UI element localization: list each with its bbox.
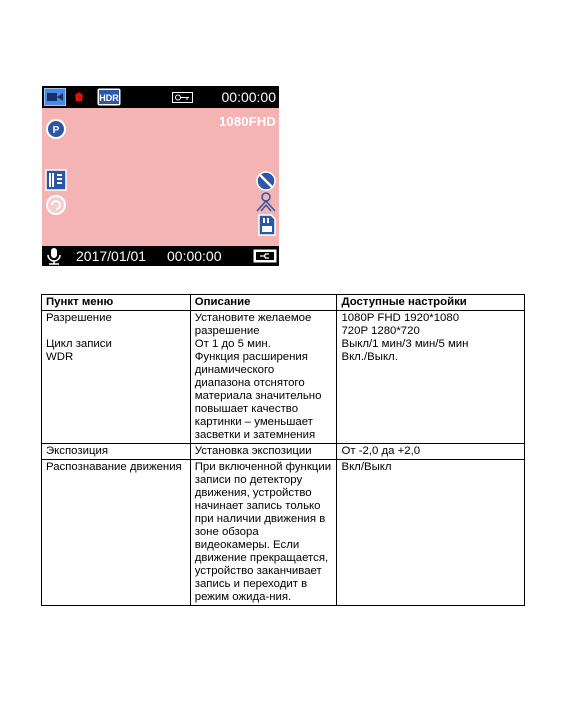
battery-plug-icon [253, 249, 277, 263]
table-header-row [42, 295, 525, 311]
svg-text:P: P [52, 125, 60, 136]
item-motion-detection: Распознавание движения [42, 460, 191, 606]
lock-key-icon [172, 90, 194, 104]
desc-resolution: Установите желаемое разрешение [194, 312, 312, 337]
table-row [42, 444, 525, 460]
loop-record-icon [45, 194, 67, 216]
resolution-label: 1080FHD [218, 114, 276, 129]
setting-resolution-720: 720P 1280*720 [341, 325, 420, 337]
item-wdr: WDR [46, 351, 74, 363]
item-exposure: Экспозиция [42, 444, 191, 460]
settings-cell [337, 311, 525, 444]
gsensor-icon [255, 192, 277, 212]
hdr-icon [97, 88, 121, 106]
header-settings: Доступные настройки [337, 295, 525, 311]
motion-detect-icon [256, 171, 276, 191]
video-camera-icon [44, 88, 66, 106]
setting-motion-detection: Вкл/Выкл [337, 460, 525, 606]
desc-wdr: Функция расширения динамического диапазона отснятого материала значительно повышает качество картинки – уменьшает засветки и затемнения [194, 351, 322, 441]
setting-wdr: Вкл./Выкл. [341, 351, 398, 363]
record-dot-icon [74, 92, 84, 102]
resolution-icon [45, 169, 67, 191]
setting-resolution-1080: 1080P FHD 1920*1080 [341, 312, 460, 324]
table-row [42, 460, 525, 606]
microphone-icon [45, 247, 63, 265]
setting-exposure: От -2,0 да +2,0 [337, 444, 525, 460]
desc-loop-recording: От 1 до 5 мин. [194, 338, 271, 350]
header-menu-item: Пункт меню [42, 295, 191, 311]
dashcam-screen [42, 86, 279, 266]
description-cell [190, 311, 337, 444]
date-display: 2017/01/01 [76, 248, 147, 264]
menu-settings-table [41, 294, 525, 606]
exposure-icon [45, 118, 67, 140]
status-bar-bottom [42, 246, 279, 266]
desc-exposure: Установка экспозиции [190, 444, 337, 460]
svg-text:HDR: HDR [99, 93, 119, 103]
item-loop-recording: Цикл записи [46, 338, 112, 350]
item-resolution: Разрешение [46, 312, 112, 324]
sd-card-icon [258, 214, 276, 236]
table-row [42, 311, 525, 444]
status-bar-top [42, 86, 279, 108]
header-description: Описание [190, 295, 337, 311]
recording-timer: 00:00:00 [221, 89, 276, 105]
setting-loop-recording: Выкл/1 мин/3 мин/5 мин [341, 338, 469, 350]
desc-motion-detection: При включенной функции записи по детектору движения, устройство начинает запись только при наличии движения в зоне обзора видеокамеры. Если движение прекращается, устройство заканчивает запись и переходит в режим ожида-ния. [190, 460, 337, 606]
menu-item-cell [42, 311, 191, 444]
clock-display: 00:00:00 [167, 248, 222, 264]
